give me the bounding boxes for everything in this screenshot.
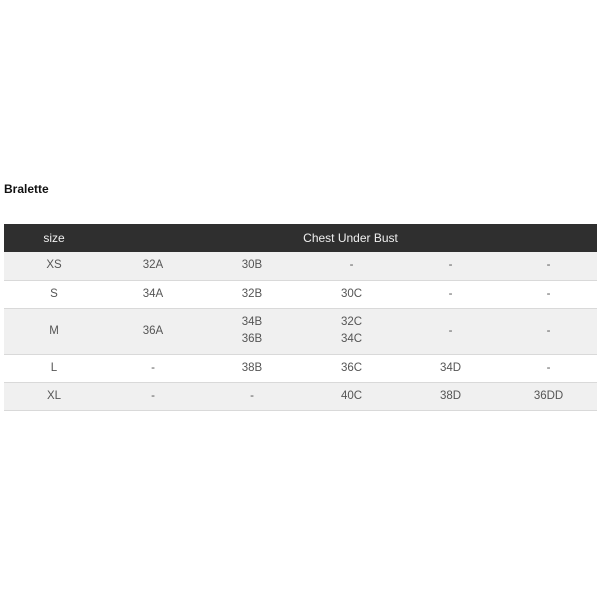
size-cell: XL — [4, 382, 104, 410]
table-row — [4, 308, 597, 354]
band-cup-cell — [302, 354, 401, 382]
band-cup-value: - — [546, 259, 551, 272]
band-cup-value: 38D — [439, 389, 462, 402]
band-cup-cell — [500, 280, 597, 308]
table-row — [4, 382, 597, 410]
band-cup-cell — [202, 280, 302, 308]
band-cup-cell — [104, 308, 202, 354]
band-cup-cell — [302, 280, 401, 308]
band-cup-cell — [500, 354, 597, 382]
band-cup-value: 32A — [142, 259, 164, 272]
band-cup-value: 34C — [340, 333, 363, 345]
chest-under-bust-header: Chest Under Bust — [303, 230, 398, 245]
table-row — [4, 354, 597, 382]
band-cup-value: 34B — [241, 316, 263, 328]
band-cup-cell — [302, 308, 401, 354]
band-cup-cell — [202, 308, 302, 354]
band-cup-cell — [202, 354, 302, 382]
band-cup-cell — [202, 382, 302, 410]
band-cup-cell — [104, 280, 202, 308]
band-cup-value: 38B — [241, 361, 263, 374]
size-cell: XS — [4, 252, 104, 280]
band-cup-value: 32C — [340, 316, 363, 328]
band-cup-value: 34D — [439, 361, 462, 374]
band-cup-value: - — [349, 259, 354, 272]
table-header-row — [4, 224, 597, 252]
band-cup-cell — [500, 308, 597, 354]
band-cup-cell — [401, 354, 500, 382]
band-cup-value: 36A — [142, 324, 164, 337]
band-cup-value: - — [448, 287, 453, 300]
table-row — [4, 252, 597, 280]
band-cup-cell — [500, 382, 597, 410]
chart-title: Bralette — [4, 182, 49, 196]
size-cell: L — [4, 354, 104, 382]
band-cup-cell — [302, 382, 401, 410]
band-cup-value: 36DD — [533, 389, 564, 402]
size-cell: S — [4, 280, 104, 308]
band-cup-cell — [202, 252, 302, 280]
band-cup-value: - — [151, 361, 155, 374]
band-cup-value: - — [546, 361, 551, 374]
band-cup-cell — [104, 252, 202, 280]
band-cup-value: - — [250, 389, 254, 402]
band-cup-value: 30B — [241, 259, 263, 272]
band-cup-value: - — [546, 287, 551, 300]
band-cup-value: 32B — [241, 287, 263, 300]
band-cup-value: 34A — [142, 287, 164, 300]
band-cup-cell — [401, 308, 500, 354]
band-cup-cell — [104, 382, 202, 410]
band-cup-cell — [104, 354, 202, 382]
size-column-header: size — [43, 230, 65, 245]
band-cup-value: - — [546, 324, 551, 337]
band-cup-value: 40C — [340, 389, 363, 402]
band-cup-cell — [302, 252, 401, 280]
band-cup-cell — [401, 252, 500, 280]
band-cup-value: 36B — [241, 333, 263, 345]
band-cup-cell — [500, 252, 597, 280]
size-cell: M — [4, 308, 104, 354]
band-cup-value: - — [448, 324, 453, 337]
band-cup-value: 30C — [340, 287, 363, 300]
band-cup-cell — [401, 280, 500, 308]
size-chart-table — [4, 224, 597, 411]
band-cup-cell — [401, 382, 500, 410]
band-cup-value: - — [151, 389, 155, 402]
band-cup-value: - — [448, 259, 453, 272]
table-row — [4, 280, 597, 308]
band-cup-value: 36C — [340, 361, 363, 374]
